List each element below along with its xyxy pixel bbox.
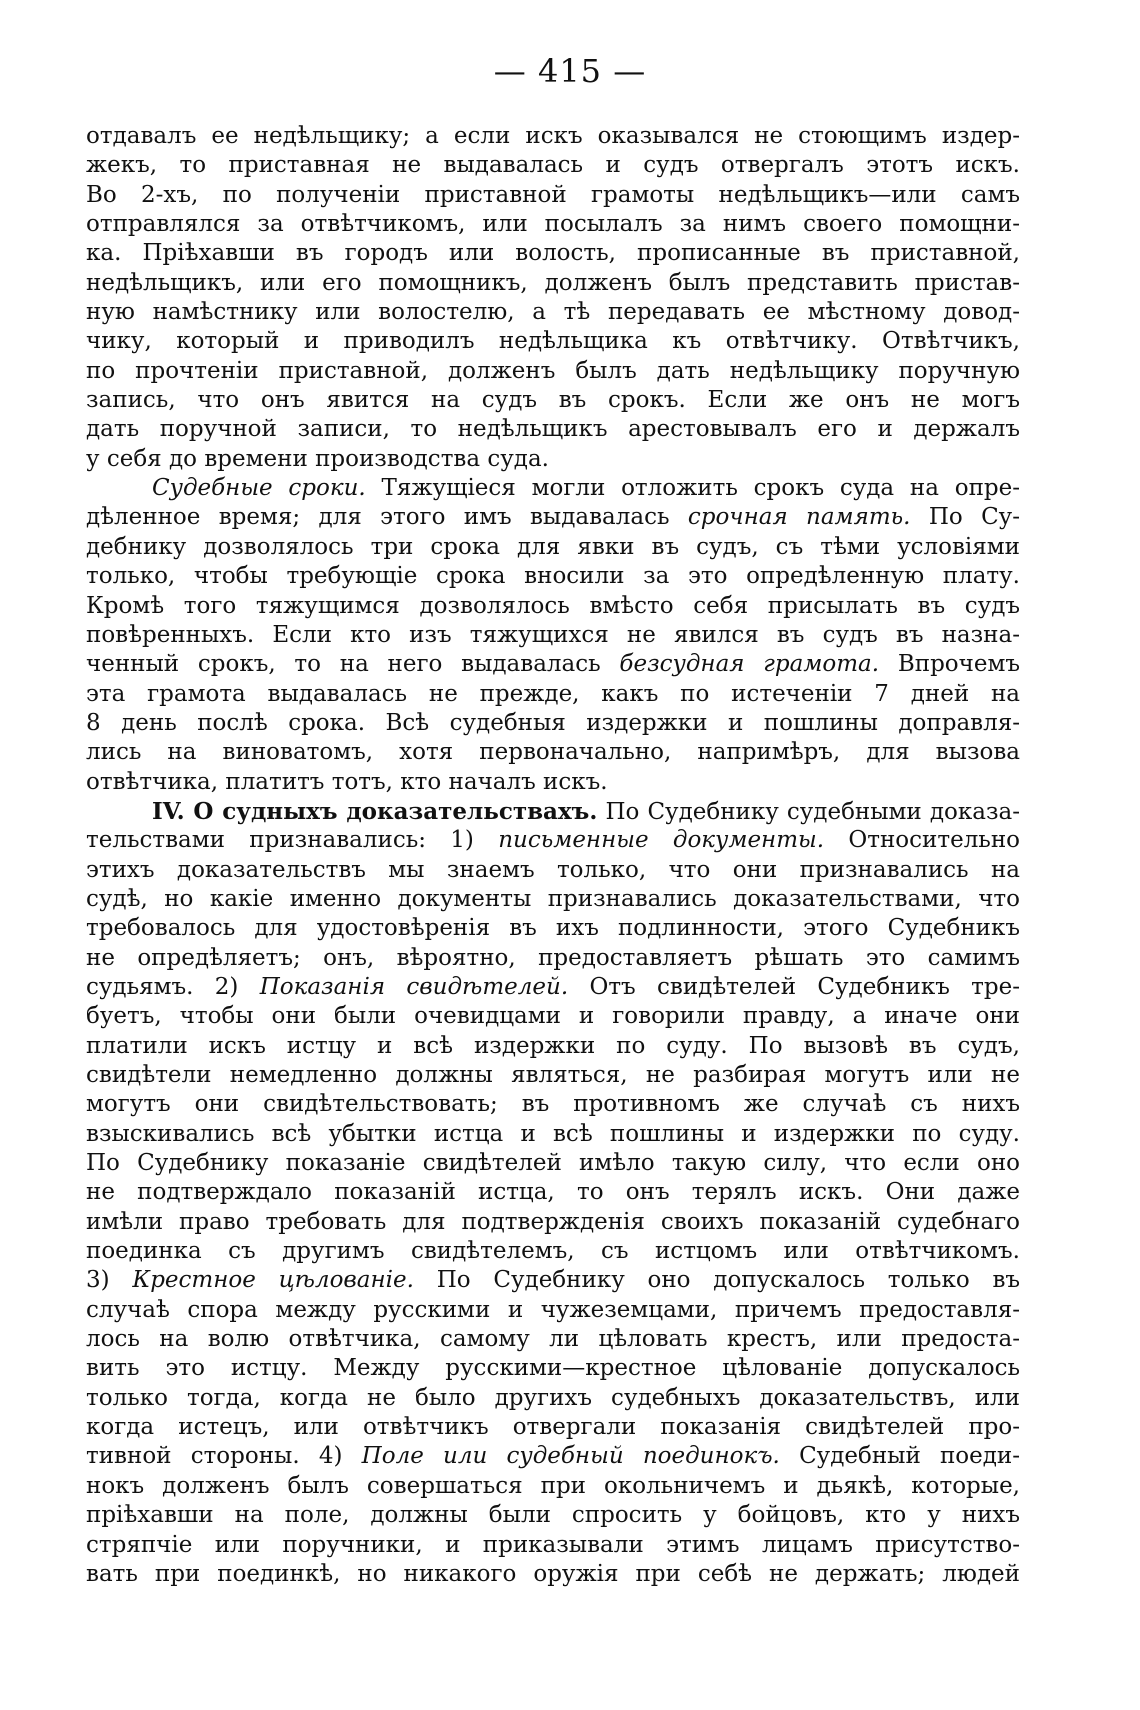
- text-line: судьямъ. 2) Показанія свидѣтелей. Отъ свидѣтелей Судебникъ тре-: [86, 973, 1020, 1000]
- text-line: Кромѣ того тяжущимся дозволялось вмѣсто себя присылать въ судъ: [86, 592, 1020, 619]
- text-line: случаѣ спора между русскими и чужеземцами, причемъ предоставля-: [86, 1296, 1020, 1323]
- text-line: ную намѣстнику или волостелю, а тѣ передавать ее мѣстному довод-: [86, 299, 1020, 326]
- text-line: стряпчіе или поручники, и приказывали этимъ лицамъ присутство-: [86, 1531, 1020, 1558]
- text-line: взыскивались всѣ убытки истца и всѣ пошлины и издержки по суду.: [86, 1120, 1020, 1147]
- text-line: по прочтеніи приставной, долженъ былъ дать недѣльщику поручную: [86, 357, 1020, 384]
- text-line: запись, что онъ явится на судъ въ срокъ. Если же онъ не могъ: [86, 387, 1020, 414]
- text-line: когда истецъ, или отвѣтчикъ отвергали показанія свидѣтелей про-: [86, 1414, 1020, 1441]
- text-line: ка. Пріѣхавши въ городъ или волость, прописанные въ приставной,: [86, 240, 1020, 267]
- text-line: пріѣхавши на поле, должны были спросить у бойцовъ, кто у нихъ: [86, 1502, 1020, 1529]
- italic-term: письменные документы.: [498, 827, 825, 854]
- text-line: По Судебнику показаніе свидѣтелей имѣло такую силу, что если оно: [86, 1150, 1020, 1177]
- text-line: свидѣтели немедленно должны являться, не разбирая могутъ или не: [86, 1062, 1020, 1088]
- text-line: дебнику дозволялось три срока для явки въ судъ, съ тѣми условіями: [86, 533, 1020, 560]
- text-line: Судебные сроки. Тяжущіеся могли отложить срокъ суда на опре-: [152, 475, 1020, 502]
- text-line: повѣренныхъ. Если кто изъ тяжущихся не явился въ судъ въ назна-: [86, 621, 1020, 648]
- text-line: Во 2-хъ, по полученіи приставной грамоты недѣльщикъ—или самъ: [86, 181, 1020, 208]
- italic-term: Крестное цѣлованіе.: [132, 1267, 414, 1294]
- text-line: 3) Крестное цѣлованіе. По Судебнику оно допускалось только въ: [86, 1267, 1020, 1294]
- body-text: [86, 122, 1020, 1589]
- italic-term: безсудная грамота.: [619, 651, 880, 678]
- text-line: лось на волю отвѣтчика, самому ли цѣловать крестъ, или предоста-: [86, 1326, 1020, 1353]
- text-line: имѣли право требовать для подтвержденія своихъ показаній судебнаго: [86, 1208, 1020, 1235]
- text-line: поединка съ другимъ свидѣтелемъ, съ истцомъ или отвѣтчикомъ.: [86, 1238, 1020, 1265]
- text-line: только тогда, когда не было другихъ судебныхъ доказательствъ, или: [86, 1384, 1020, 1411]
- italic-term: срочная память.: [687, 504, 911, 531]
- text-line: буетъ, чтобы они были очевидцами и говорили правду, а иначе они: [86, 1003, 1020, 1030]
- text-line: дать поручной записи, то недѣльщикъ арестовывалъ его и держалъ: [86, 416, 1020, 443]
- text-line: отдавалъ ее недѣльщику; а если искъ оказывался не стоющимъ издер-: [86, 123, 1020, 149]
- text-line: дѣленное время; для этого имъ выдавалась срочная память. По Су-: [86, 504, 1020, 531]
- text-line: только, чтобы требующіе срока вносили за это опредѣленную плату.: [86, 563, 1020, 590]
- text-line: тельствами признавались: 1) письменные документы. Относительно: [86, 827, 1020, 854]
- text-line: требовалось для удостовѣренія въ ихъ подлинности, этого Судебникъ: [86, 915, 1020, 942]
- text-line: не подтверждало показаній истца, то онъ терялъ искъ. Они даже: [86, 1179, 1020, 1206]
- text-line: нокъ долженъ былъ совершаться при окольничемъ и дьякѣ, которые,: [86, 1472, 1020, 1499]
- text-line: не опредѣляетъ; онъ, вѣроятно, предоставляетъ рѣшать это самимъ: [86, 944, 1020, 971]
- text-line: вить это истцу. Между русскими—крестное цѣлованіе допускалось: [86, 1355, 1020, 1382]
- text-line: жекъ, то приставная не выдавалась и судъ отвергалъ этотъ искъ.: [86, 152, 1020, 179]
- italic-term: Судебные сроки.: [152, 475, 366, 502]
- italic-term: Показанія свидѣтелей.: [259, 973, 569, 1000]
- text-line: тивной стороны. 4) Поле или судебный поединокъ. Судебный поеди-: [86, 1443, 1020, 1470]
- text-line: этихъ доказательствъ мы знаемъ только, что они признавались на: [86, 856, 1020, 883]
- text-line: у себя до времени производства суда.: [86, 445, 549, 472]
- text-line: IV. О судныхъ доказательствахъ. По Судебнику судебными доказа-: [152, 797, 1020, 825]
- text-line: 8 день послѣ срока. Всѣ судебныя издержки и пошлины доправля-: [86, 709, 1020, 736]
- italic-term: Поле или судебный поединокъ.: [361, 1443, 780, 1470]
- text-line: чику, который и приводилъ недѣльщика къ отвѣтчику. Отвѣтчикъ,: [86, 328, 1020, 355]
- text-line: лись на виноватомъ, хотя первоначально, напримѣръ, для вызова: [86, 739, 1020, 766]
- text-line: эта грамота выдавалась не прежде, какъ по истеченіи 7 дней на: [86, 680, 1020, 707]
- text-line: вать при поединкѣ, но никакого оружія при себѣ не держать; людей: [86, 1560, 1020, 1587]
- page-number: — 415 —: [493, 52, 647, 90]
- text-line: недѣльщикъ, или его помощникъ, долженъ былъ представить пристав-: [86, 269, 1020, 296]
- text-line: платили искъ истцу и всѣ издержки по суду. По вызовѣ въ судъ,: [86, 1032, 1020, 1059]
- text-line: отвѣтчика, платитъ тотъ, кто началъ искъ.: [86, 768, 608, 795]
- text-line: ченный срокъ, то на него выдавалась безсудная грамота. Впрочемъ: [86, 651, 1020, 678]
- text-line: судѣ, но какіе именно документы признавались доказательствами, что: [86, 885, 1020, 912]
- text-line: могутъ они свидѣтельствовать; въ противномъ же случаѣ съ нихъ: [86, 1091, 1020, 1118]
- section-heading: IV. О судныхъ доказательствахъ.: [152, 797, 598, 825]
- text-line: отправлялся за отвѣтчикомъ, или посылалъ за нимъ своего помощни-: [86, 211, 1020, 238]
